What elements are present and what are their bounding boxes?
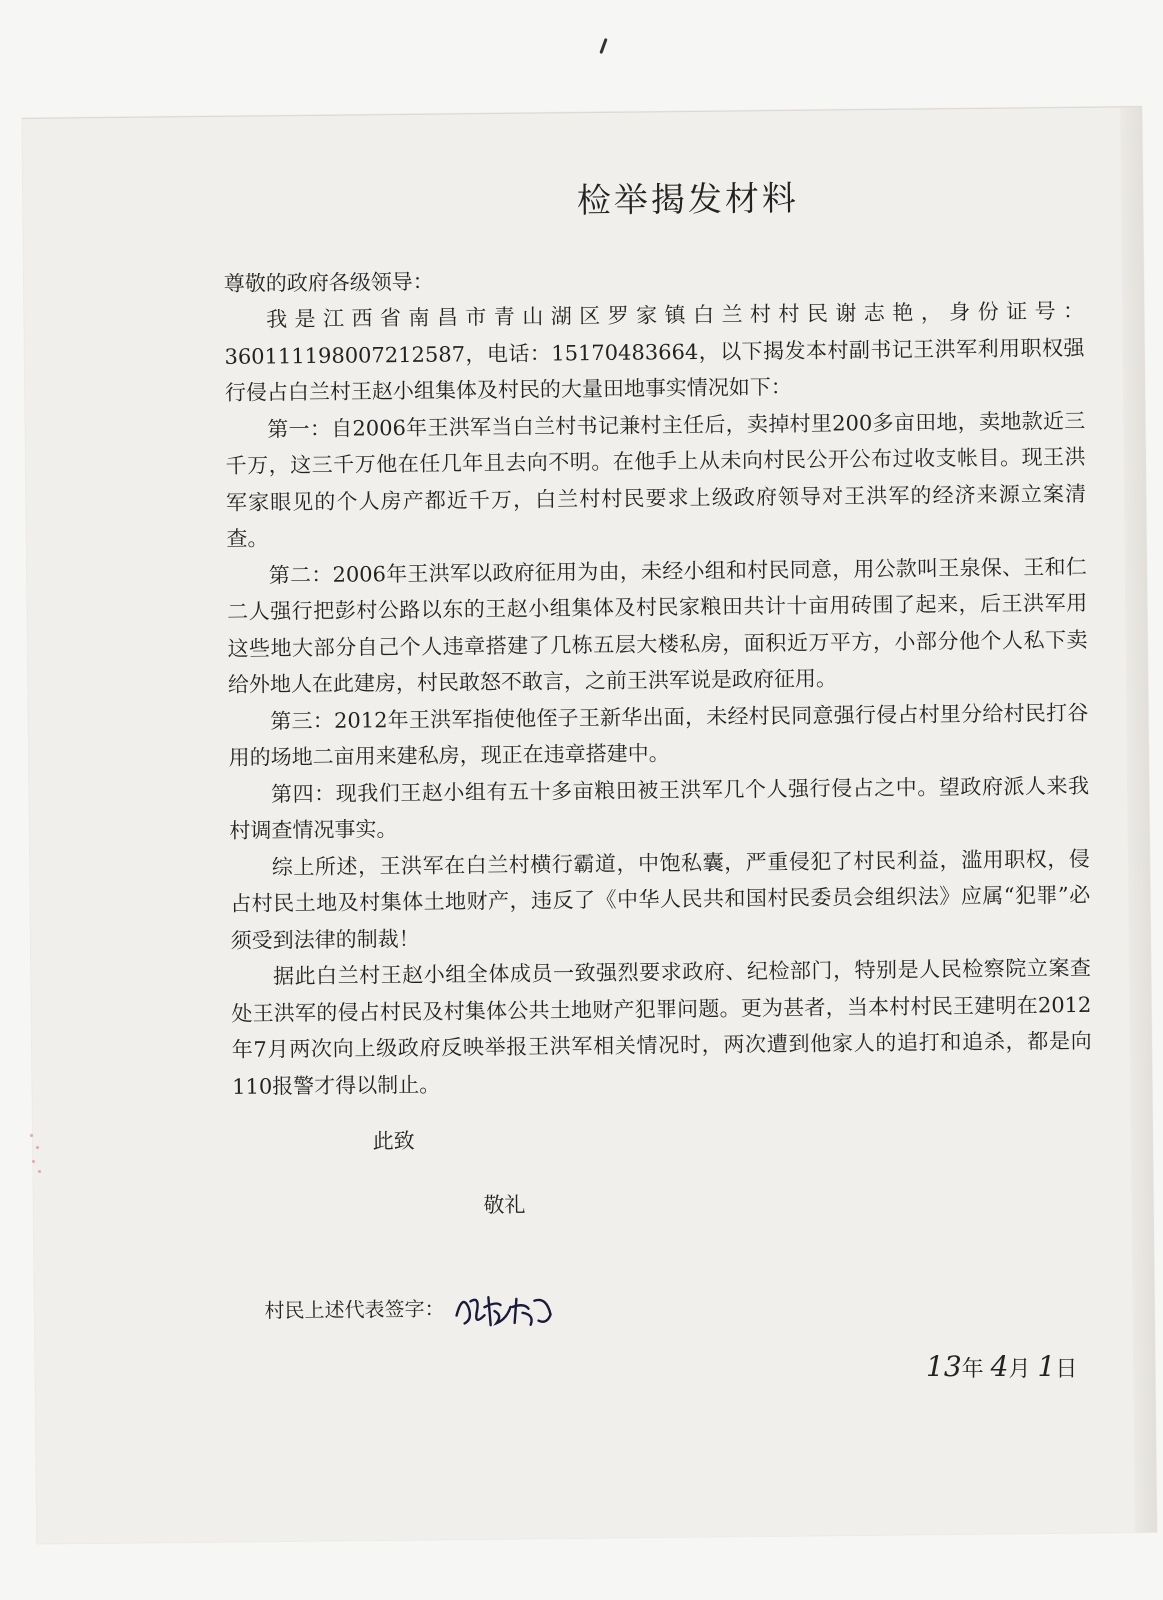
handwritten-signature [450,1284,560,1331]
date-year-unit: 年 [961,1357,984,1382]
paragraph-first: 第一：自2006年王洪军当白兰村书记兼村主任后，卖掉村里200多亩田地，卖地款近三千万，这三千万他在任几年且去向不明。在他手上从未向村民公开公布过收支帐目。现王洪军家眼见的个人房产都近千万，白兰村村民要求上级政府领导对王洪军的经济来源立案清查。 [225,408,1087,551]
paragraph-third: 第三：2012年王洪军指使他侄子王新华出面，未经村民同意强行侵占村里分给村民打谷用的场地二亩用来建私房，现正在违章搭建中。 [228,700,1089,770]
date-month-unit: 月 [1008,1357,1031,1382]
closing-cizhi: 此致 [372,1128,415,1154]
paragraph-summary: 综上所述，王洪军在白兰村横行霸道，中饱私囊，严重侵犯了村民利益，滥用职权，侵占村民土地及村集体土地财产，违反了《中华人民共和国村民委员会组织法》应属“犯罪”必须受到法律的制裁！ [230,846,1091,953]
date-year-handwritten: 13 [926,1350,962,1383]
document-date [926,1350,1077,1383]
closing-jingli: 敬礼 [483,1192,526,1217]
document-body [223,178,1095,1334]
date-month-handwritten: 4 [990,1350,1009,1383]
paragraph-fourth: 第四：现我们王赵小组有五十多亩粮田被王洪军几个人强行侵占之中。望政府派人来我村调查情况事实。 [229,773,1090,843]
document-title: 检举揭发材料 [576,178,800,222]
signature-row [264,1279,1094,1334]
paragraph-request: 据此白兰村王赵小组全体成员一致强烈要求政府、纪检部门，特别是人民检察院立案查处王洪军的侵占村民及村集体公共土地财产犯罪问题。更为甚者，当本村村民王建明在2012年7月两次向上级政府反映举报王洪军相关情况时，两次遭到他家人的追打和追杀，都是向110报警才得以制止。 [231,955,1092,1099]
document-page [22,106,1157,1544]
signature-label: 村民上述代表签字： [264,1296,445,1323]
paragraph-intro: 我是江西省南昌市青山湖区罗家镇白兰村村民谢志艳，身份证号：360111198007212587，电话：15170483664，以下揭发本村副书记王洪军利用职权强行侵占白兰村王赵小组集体及村民的大量田地事实情况如下： [224,298,1085,405]
scan-specks [28,1130,42,1180]
date-day-handwritten: 1 [1037,1350,1056,1383]
paragraph-second: 第二：2006年王洪军以政府征用为由，未经小组和村民同意，用公款叫王泉保、王和仁二人强行把彭村公路以东的王赵小组集体及村民家粮田共计十亩用砖围了起来，后王洪军用这些地大部分自己个人违章搭建了几栋五层大楼私房，面积近万平方，小部分他个人私下卖给外地人在此建房，村民敢怒不敢言，之前王洪军说是政府征用。 [227,554,1088,697]
salutation: 尊敬的政府各级领导： [223,269,434,296]
date-day-unit: 日 [1055,1357,1078,1382]
